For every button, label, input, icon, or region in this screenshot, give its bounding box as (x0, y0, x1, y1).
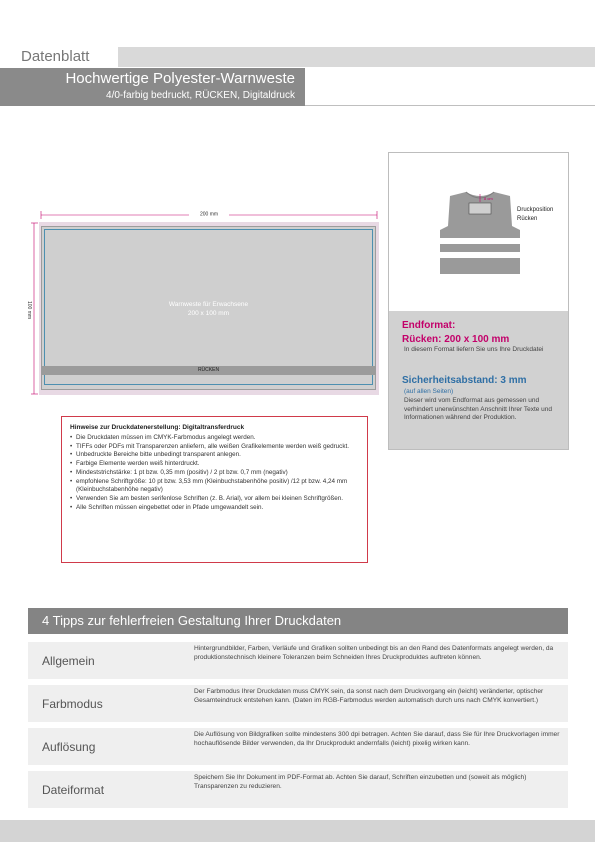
print-hints-list (70, 434, 360, 512)
tip-text: Speichern Sie Ihr Dokument im PDF-Format ab. Achten Sie darauf, Schriften einzubetten und (soweit als möglich) Transparenzen zu reduzieren. (194, 774, 527, 790)
tip-row-allgemein (28, 642, 568, 679)
tip-label: Auflösung (42, 740, 96, 754)
template-caption-line2: 200 x 100 mm (187, 310, 230, 317)
hint-item: • Mindeststrichstärke: 1 pt bzw. 0,35 mm (positiv) / 2 pt bzw. 0,7 mm (negativ) (70, 469, 360, 478)
tip-label: Dateiformat (42, 783, 105, 797)
page-subtitle: 4/0-farbig bedruckt, RÜCKEN, Digitaldruck (106, 90, 295, 101)
hint-item: • Alle Schriften müssen eingebettet oder in Pfade umgewandelt sein. (70, 504, 360, 513)
tip-text: Hintergrundbilder, Farben, Verläufe und Grafiken sollten unbedingt bis an den Rand des Datenformats angelegt werden, da produktionstechnisch kleinere Toleranzen beim Schneiden Ihres Druckproduktes auftreten können. (194, 645, 554, 661)
datasheet-tab-label: Datenblatt (21, 48, 90, 65)
template-caption (41, 300, 376, 318)
tip-label: Farbmodus (42, 697, 103, 711)
safety-text: Dieser wird vom Endformat aus gemessen und verhindert unerwünschten Anschnitt Ihrer Texte und Informationen während der Produktion. (404, 397, 553, 421)
tip-text: Der Farbmodus Ihrer Druckdaten muss CMYK sein, da sonst nach dem Druckvorgang ein (leicht) veränderter, optischer Gesamteindruck entstehen kann. (Daten im RGB-Farbmodus werden automatisch durch uns nach CMYK konvertiert.) (194, 688, 544, 704)
print-position-line1: Druckposition (517, 207, 554, 213)
hint-item: • Verwenden Sie am besten serifenlose Schriften (z. B. Arial), vor allem bei kleinen Schriftgrößen. (70, 495, 360, 504)
template-caption-line1: Warnweste für Erwachsene (168, 301, 249, 308)
safety-heading: Sicherheitsabstand: 3 mm (402, 375, 527, 386)
height-label: 100 mm (26, 300, 32, 320)
print-position-label (517, 206, 553, 224)
stripe-label: RÜCKEN (197, 367, 220, 373)
tips-heading: 4 Tipps zur fehlerfreien Gestaltung Ihrer Druckdaten (42, 613, 342, 628)
vest-icon (440, 186, 520, 281)
height-dimension (22, 222, 38, 395)
vest-dim-label: 8 cm (484, 196, 493, 201)
hint-item: • Unbedruckte Bereiche bitte unbedingt transparent anlegen. (70, 451, 360, 460)
tip-row-aufloesung (28, 728, 568, 765)
header-divider (305, 105, 595, 106)
print-hints-title: Hinweise zur Druckdatenerstellung: Digitaltransferdruck (70, 424, 245, 431)
width-label: 200 mm (199, 211, 219, 218)
page-title: Hochwertige Polyester-Warnweste (65, 70, 295, 87)
endformat-value: Rücken: 200 x 100 mm (402, 334, 510, 345)
datasheet-tab (0, 47, 118, 67)
hint-item: • Farbige Elemente werden weiß hinterdruckt. (70, 460, 360, 469)
tip-label: Allgemein (42, 654, 95, 668)
width-dimension (40, 209, 378, 219)
hint-item: • Die Druckdaten müssen im CMYK-Farbmodus angelegt werden. (70, 434, 360, 443)
tips-heading-bar (28, 608, 568, 634)
footer-band (0, 820, 595, 842)
print-position-line2: Rücken (517, 216, 538, 222)
safety-subheading: (auf allen Seiten) (404, 388, 454, 395)
hint-item: • TIFFs oder PDFs mit Transparenzen anliefern, alle weißen Grafikelemente werden weiß gedruckt. (70, 443, 360, 452)
tip-row-farbmodus (28, 685, 568, 722)
endformat-heading: Endformat: (402, 320, 456, 331)
tip-text: Die Auflösung von Bildgrafiken sollte mindestens 300 dpi betragen. Achten Sie darauf, dass Sie für Ihre Druckvorlagen immer hochauflösende Bilder verwenden, da Ihr Druckprodukt andernfalls (leicht) pixelig wirken kann. (194, 731, 560, 747)
hint-item: • empfohlene Schriftgröße: 10 pt bzw. 3,53 mm (Kleinbuchstabenhöhe positiv) /12 pt bzw. 4,24 mm (Kleinbuchstabenhöhe negativ) (70, 478, 360, 495)
endformat-text: In diesem Format liefern Sie uns Ihre Druckdatei (404, 346, 544, 353)
tip-row-dateiformat (28, 771, 568, 808)
